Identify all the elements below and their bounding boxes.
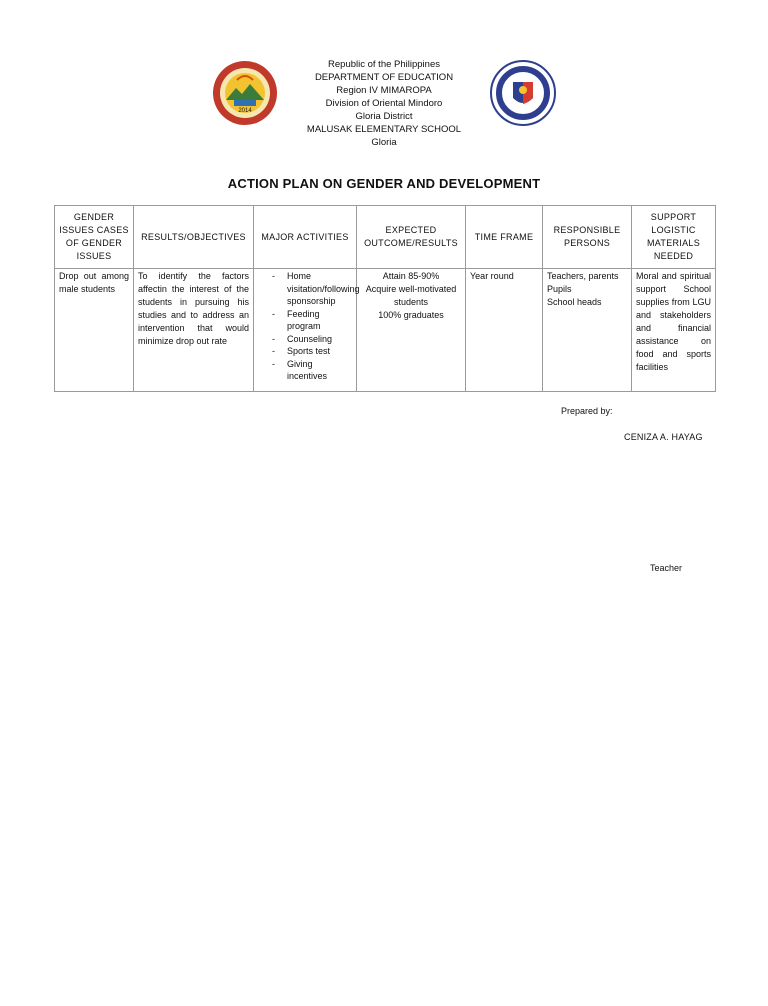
header-responsible: RESPONSIBLE PERSONS	[543, 206, 632, 269]
activity-item: - Home visitation/following sponsorship	[272, 270, 352, 308]
prepared-by-label: Prepared by:	[561, 406, 613, 416]
person-item: Teachers, parents	[547, 271, 619, 281]
cell-time-frame: Year round	[466, 269, 543, 392]
cell-responsible	[543, 269, 632, 392]
cell-objective: To identify the factors affectin the interest of the students in pursuing his studies and to address an intervention that would minimize drop out rate	[134, 269, 254, 392]
cell-gender-issue: Drop out among male students	[55, 269, 134, 392]
outcome-item: Attain 85-90%	[382, 271, 440, 281]
header-line-town: Gloria	[371, 137, 397, 148]
header-gender-issues: GENDER ISSUES CASES OF GENDER ISSUES	[55, 206, 134, 269]
document-title: ACTION PLAN ON GENDER AND DEVELOPMENT	[227, 176, 541, 191]
table-header-row	[55, 206, 716, 269]
header-time-frame: TIME FRAME	[466, 206, 543, 269]
header-line-department: DEPARTMENT OF EDUCATION	[314, 72, 454, 83]
cell-support: Moral and spiritual support School supplies from LGU and stakeholders and financial assistance on food and sports facilities	[632, 269, 716, 392]
preparer-role: Teacher	[650, 563, 683, 573]
person-item: Pupils	[547, 284, 572, 294]
header-line-district: Gloria District	[355, 111, 413, 122]
seal-year: 2014	[238, 108, 252, 114]
outcome-item: Acquire well-motivated students	[365, 284, 457, 307]
outcome-item: 100% graduates	[378, 310, 444, 320]
header-line-school: MALUSAK ELEMENTARY SCHOOL	[306, 124, 462, 135]
activity-item: - Sports test	[272, 345, 352, 358]
header-support: SUPPORT LOGISTIC MATERIALS NEEDED	[632, 206, 716, 269]
cell-outcome	[357, 269, 466, 392]
table-row	[55, 269, 716, 392]
person-item: School heads	[547, 297, 602, 307]
preparer-name: CENIZA A. HAYAG	[624, 432, 703, 442]
activity-item: - Giving incentives	[272, 358, 352, 383]
header-line-republic: Republic of the Philippines	[328, 59, 440, 70]
activity-item: - Counseling	[272, 333, 352, 346]
header-line-division: Division of Oriental Mindoro	[325, 98, 443, 109]
header-outcome: EXPECTED OUTCOME/RESULTS	[357, 206, 466, 269]
action-plan-table	[54, 205, 716, 392]
header-activities: MAJOR ACTIVITIES	[254, 206, 357, 269]
header-line-region: Region IV MIMAROPA	[336, 85, 432, 96]
activity-item: - Feeding program	[272, 308, 352, 333]
header-objectives: RESULTS/OBJECTIVES	[134, 206, 254, 269]
letterhead	[0, 58, 768, 149]
cell-activities	[254, 269, 360, 392]
